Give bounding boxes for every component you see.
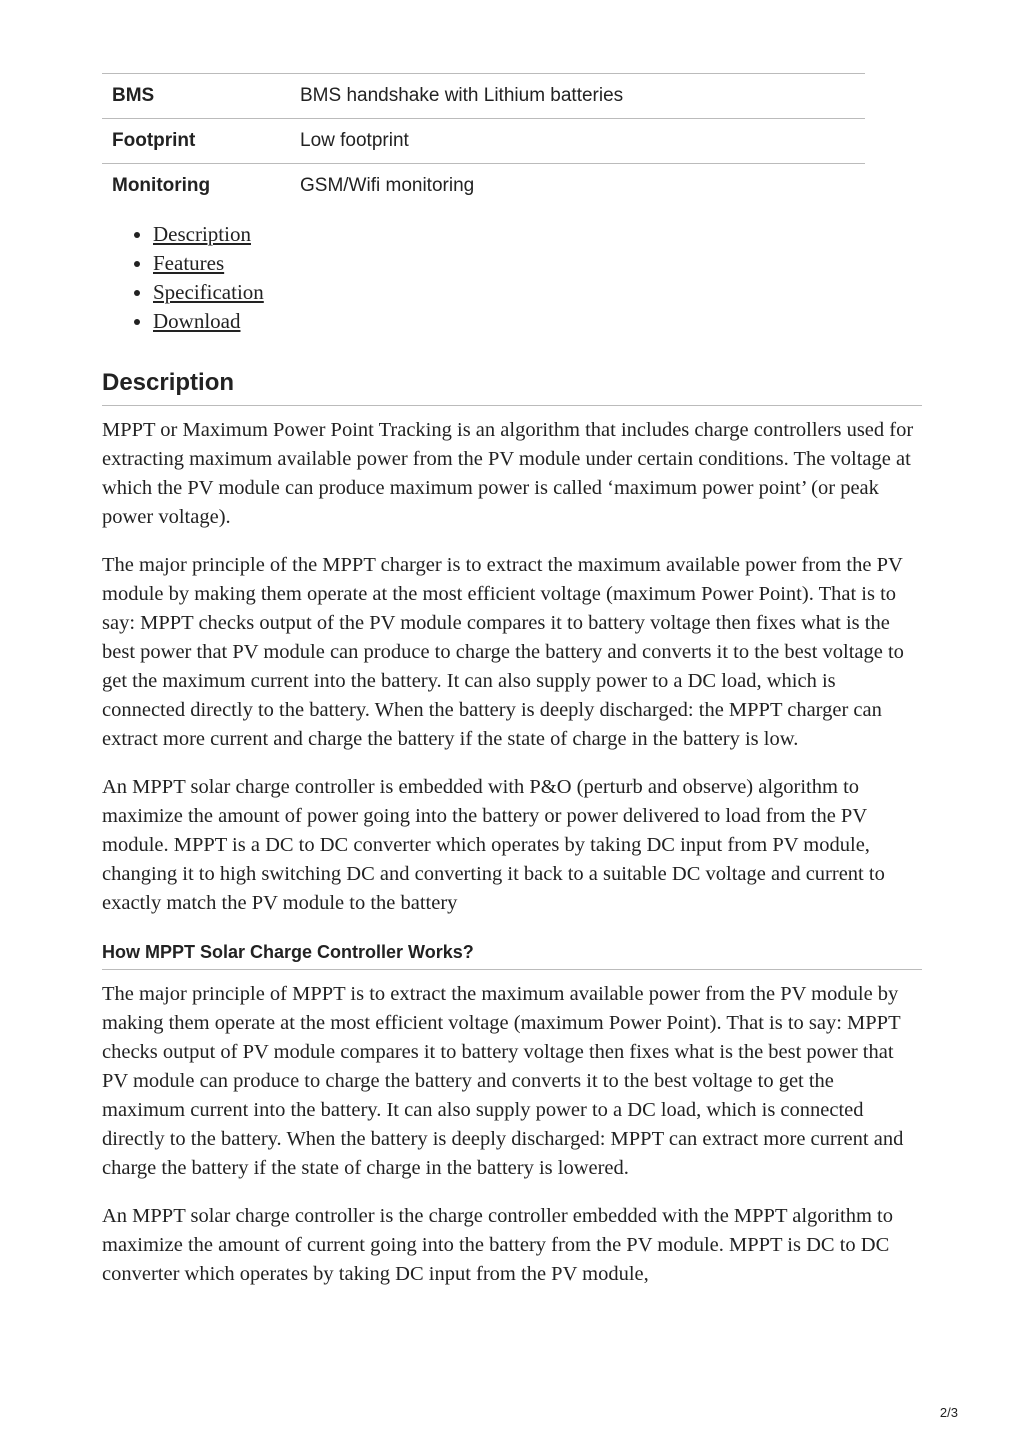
link-download[interactable]: Download: [153, 309, 241, 333]
paragraph: The major principle of MPPT is to extract the maximum available power from the PV module by making them operate at the most efficient voltage (maximum Power Point). That is to say: MPPT checks output of PV module compares it to battery voltage then fixes what is the best power that PV module can produce to charge the battery and converts it to the best voltage to get the maximum current into the battery. It can also supply power to a DC load, which is connected directly to the battery. When the battery is deeply discharged: MPPT can extract more current and charge the battery if the state of charge in the battery is lowered.: [102, 983, 904, 1179]
spec-key: Monitoring: [112, 175, 211, 196]
table-row: [102, 119, 865, 164]
list-item: [153, 307, 922, 336]
page-content: [102, 73, 922, 1289]
table-row: [102, 164, 865, 209]
description-heading: Description: [102, 369, 922, 406]
spec-value: GSM/Wifi monitoring: [300, 175, 475, 196]
spec-table: [102, 73, 865, 208]
list-item: [153, 249, 922, 278]
table-row: [102, 74, 865, 119]
spec-key: BMS: [112, 85, 155, 106]
paragraph: The major principle of the MPPT charger is to extract the maximum available power from the PV module by making them operate at the most efficient voltage (maximum Power Point). That is to say: MPPT checks output of the PV module compares it to battery voltage then fixes what is the best power that PV module can produce to charge the battery and converts it to the best voltage to get the maximum current into the battery. It can also supply power to a DC load, which is connected directly to the battery. When the battery is deeply discharged: the MPPT charger can extract more current and charge the battery if the state of charge in the battery is low.: [102, 554, 904, 750]
list-item: [153, 220, 922, 249]
page-number: 2/3: [939, 1405, 958, 1420]
link-specification[interactable]: Specification: [153, 280, 264, 304]
section-links: [102, 220, 922, 336]
link-features[interactable]: Features: [153, 251, 225, 275]
spec-key: Footprint: [112, 130, 196, 151]
spec-value: BMS handshake with Lithium batteries: [300, 85, 624, 106]
list-item: [153, 278, 922, 307]
link-description[interactable]: Description: [153, 222, 251, 246]
how-it-works-heading: How MPPT Solar Charge Controller Works?: [102, 942, 922, 970]
spec-value: Low footprint: [300, 130, 409, 151]
paragraph: MPPT or Maximum Power Point Tracking is an algorithm that includes charge controllers used for extracting maximum available power from the PV module under certain conditions. The voltage at which the PV module can produce maximum power is called ‘maximum power point’ (or peak power voltage).: [102, 419, 914, 528]
paragraph: An MPPT solar charge controller is the charge controller embedded with the MPPT algorithm to maximize the amount of current going into the battery from the PV module. MPPT is DC to DC converter which operates by taking DC input from the PV module,: [102, 1205, 894, 1285]
paragraph: An MPPT solar charge controller is embedded with P&O (perturb and observe) algorithm to maximize the amount of power going into the battery or power delivered to load from the PV module. MPPT is a DC to DC converter which operates by taking DC input from PV module, changing it to high switching DC and converting it back to a suitable DC voltage and current to exactly match the PV module to the battery: [102, 776, 885, 914]
